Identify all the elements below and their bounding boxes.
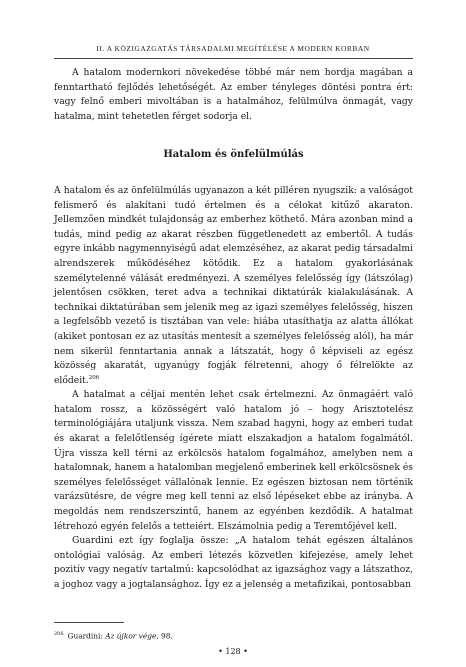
intro-paragraph: A hatalom modernkori növekedése többé már nem hordja magában a fenntartható fejlődés lehetőségét. Az ember tényleges döntési pontra ért: vagy felnő emberi mivoltában is a hatalmához, felülmúlva önmagát, vagy hatalma, mint tehetetlen férget sodorja el. xyxy=(54,67,413,122)
footnote-number: 206 xyxy=(54,631,64,637)
body-paragraph: A hatalom és az önfelülmúlás ugyanazon a két pilléren nyugszik: a valóságot felismerő és alakítani tudó értelmen és a célokat kitűző akaraton. Jellemzően mindkét tulajdonság az emberhez köthető. Mára azonban mind a tudás, mind pedig az akarat részben függetlenedett az embertől. A tudás egyre inkább nagymennyiségű adat elemzéséhez, az akarat pedig társadalmi alrendszerek működéséhez kötődik. Ez a hatalom gyakorlásának személytelenné válását eredményezi. A személyes felelősség így (látszólag) jelentősen csökken, teret adva a technikai diktatúrák kialakulásának. A technikai diktatúrában sem jelenik meg az igazi személyes felelősség, hiszen a legfelsőbb vezető is tisztában van vele: hiába utasíthatja az alatta állókat (akiket pontosan ez az utasítás mentesít a személyes felelősség alól), ha már nem sikerül fenntartania annak a látszatát, hogy ő képviseli az egész közösség akaratát, ugyanúgy fogják félretenni, ahogy ő félrelökte az elődeit.$^{206}$ xyxy=(54,184,413,386)
body-paragraph: A hatalmat a céljai mentén lehet csak értelmezni. Az önmagáért való hatalom rossz, a közösségért való hatalom jó – hogy Arisztotelész terminológiájára utaljunk vissza. Nem szabad hagyni, hogy az emberi tudat és akarat a felelőtlenség ígérete miatt elszakadjon a hatalom fogalmától. Újra vissza kell térni az erkölcsös hatalom fogalmához, amelyben nem a hatalomnak, hanem a hatalomban megjelenő emberinek kell erkölcsösnek és személyes felelősséget vállalónak lennie. Ez egészen biztosan nem történik varázsütésre, de végre meg kell tenni az első lépéseket ebbe az irányba. A megoldás nem rendszerszintű, hanem az egyénben kezdődik. A hatalmat létrehozó egyén felelős a tetteiért. Elszámolnia pedig a Teremtőjével kell. xyxy=(54,389,413,532)
page-body xyxy=(54,66,413,593)
page-number: • 128 • xyxy=(218,647,248,656)
footnote-rule xyxy=(54,622,124,623)
footnote-author: Guardini: xyxy=(67,631,103,641)
header-rule xyxy=(54,58,413,59)
body-paragraph: Guardini ezt így foglalja össze: „A hatalom tehát egészen általános ontológiai valóság. Az emberi létezés közvetlen kifejezése, amely lehet pozitív vagy negatív tartalmú: kapcsolódhat az igazsághoz vagy a látszathoz, a joghoz vagy a jogtalansághoz. Így ez a jelenség a metafizikai, pontosabban xyxy=(54,535,413,590)
footnote xyxy=(54,629,413,641)
footnote-page: , 98. xyxy=(156,631,173,641)
running-head: II. A KÖZIGAZGATÁS TÁRSADALMI MEGÍTÉLÉSE A MODERN KORBAN xyxy=(96,44,370,53)
footnote-title: Az újkor vége xyxy=(105,631,157,641)
section-heading: Hatalom és önfelülmúlás xyxy=(163,149,304,161)
footnote-reference: 206 xyxy=(88,374,100,381)
